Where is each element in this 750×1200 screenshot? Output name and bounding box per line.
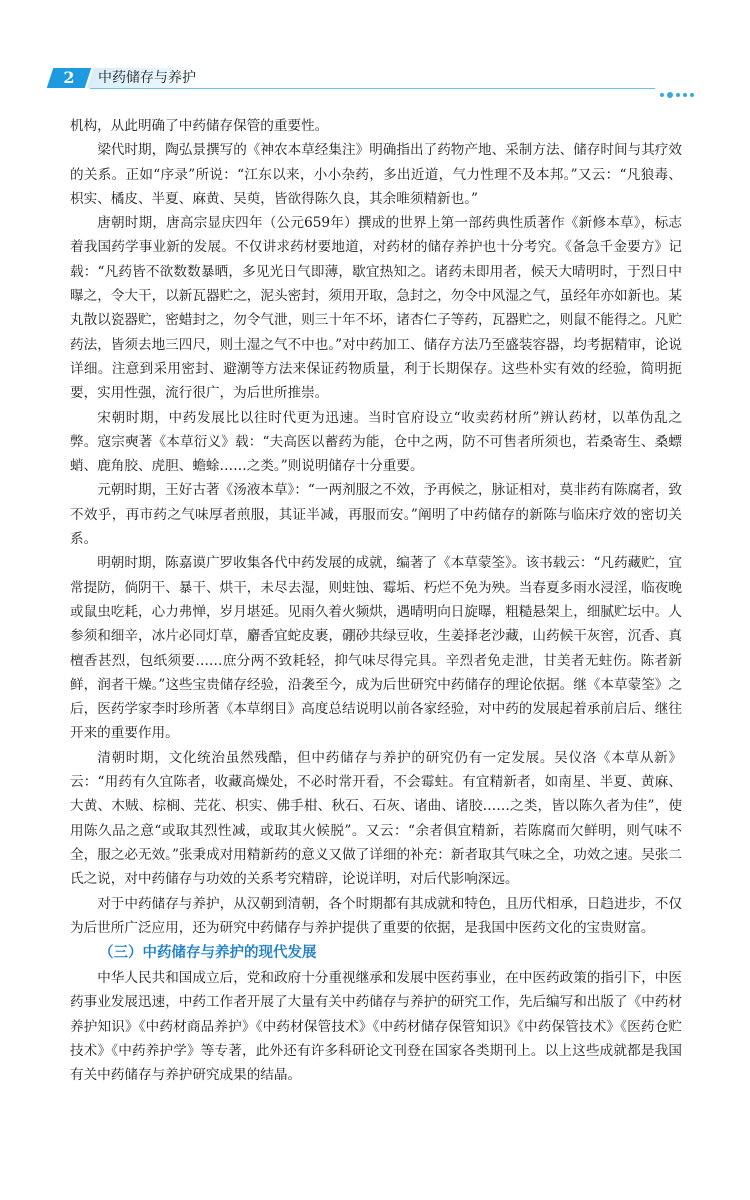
paragraph-modern-development: 中华人民共和国成立后，党和政府十分重视继承和发展中医药事业，在中医药政策的指引下，中医药事业发展迅速，中药工作者开展了大量有关中药储存与养护的研究工作，先后编写和出版了《中药材养护知识》《中药材商品养护》《中药材保管技术》《中药材储存保管知识》《中药保管技术》《医药仓贮技术》《中药养护学》等专著，此外还有许多科研论文刊登在国家各类期刊上。以上这些成就都是我国有关中药储存与养护研究成果的结晶。	[70, 970, 682, 1084]
page-header	[0, 62, 750, 92]
paragraph-tang-dynasty: 唐朝时期，唐高宗显庆四年（公元659年）撰成的世界上第一部药典性质著作《新修本草》，标志着我国药学事业新的发展。不仅讲求药材要地道，对药材的储存养护也十分考究。《备急千金要方》记载：“凡药皆不欲数数暴晒，多见光日气即薄，歇宜热知之。诸药未即用者，候天大晴明时，于烈日中曝之，令大干，以新瓦器贮之，泥头密封，须用开取，急封之，勿令中风湿之气，虽经年亦如新也。某丸散以瓷器贮，密蜡封之，勿令气泄，则三十年不坏，诸杏仁子等药，瓦器贮之，则鼠不能得之。凡贮药法，皆须去地三四尺，则土湿之气不中也。”对中药加工、储存方法乃至盛装容器，均考据精审，论说详细。注意到采用密封、避潮等方法来保证药物质量，利于长期保存。这些朴实有效的经验，简明扼要，实用性强，流行很广，为后世所推崇。	[70, 215, 682, 402]
paragraph-liang-dynasty: 梁代时期，陶弘景撰写的《神农本草经集注》明确指出了药物产地、采制方法、储存时间与其疗效的关系。正如“序录”所说：“江东以来，小小杂药，多出近道，气力性理不及本邦。”又云：“凡狼毒、枳实、橘皮、半夏、麻黄、吴萸，皆欲得陈久良，其余唯须精新也。”	[70, 142, 682, 207]
paragraph-ming-dynasty: 明朝时期，陈嘉谟广罗收集各代中药发展的成就，编著了《本草蒙筌》。该书载云：“凡药藏贮，宜常提防，倘阴干、暴干、烘干，未尽去湿，则蛀蚀、霉垢、朽烂不免为殃。当春夏多雨水浸淫，临夜晚或鼠虫吃耗，心力弗惮，岁月堪延。见雨久着火频烘，遇晴明向日旋曝，粗糙悬架上，细腻贮坛中。人参须和细辛，冰片必同灯草，麝香宜蛇皮裹，硼砂共绿豆收，生姜择老沙藏，山药候干灰窖，沉香、真檀香甚烈，包纸须要……庶分两不致耗轻，抑气味尽得完具。辛烈者免走泄，甘美者无蛀伤。陈者新鲜，润者干燥。”这些宝贵储存经验，沿袭至今，成为后世研究中药储存的理论依据。继《本草蒙筌》之后，医药学家李时珍所著《本草纲目》高度总结说明以前各家经验，对中药的发展起着承前启后、继往开来的重要作用。	[70, 555, 682, 742]
body-text	[70, 114, 682, 1088]
page-number: 2	[63, 68, 75, 87]
header-title: 中药储存与养护	[98, 70, 196, 86]
section-heading: （三）中药储存与养护的现代发展	[99, 945, 317, 962]
header-dots-decoration	[660, 84, 697, 92]
paragraph-song-dynasty: 宋朝时期，中药发展比以往时代更为迅速。当时官府设立“收卖药材所”辨认药材，以革伪乱之弊。寇宗奭著《本草衍义》载：“夫高医以蓄药为能，仓中之两，防不可售者所须也，若桑寄生、桑螵蛸、鹿角胶、虎胆、蟾蜍……之类。”则说明储存十分重要。	[70, 409, 682, 475]
paragraph-yuan-dynasty: 元朝时期，王好古著《汤液本草》：“一两剂服之不效，予再候之，脉证相对，莫非药有陈腐者，致不效乎，再市药之气味厚者煎服，其证半减，再服而安。”阐明了中药储存的新陈与临床疗效的密切关系。	[70, 482, 682, 548]
page-number-badge	[47, 68, 91, 88]
header-rule	[90, 88, 655, 89]
paragraph-summary: 对于中药储存与养护，从汉朝到清朝，各个时期都有其成就和特色，且历代相承，日趋进步，不仅为后世所广泛应用，还为研究中药储存与养护提供了重要的依据，是我国中医药文化的宝贵财富。	[70, 895, 682, 936]
paragraph-continuation: 机构，从此明确了中药储存保管的重要性。	[70, 118, 329, 134]
paragraph-qing-dynasty: 清朝时期，文化统治虽然残酷，但中药储存与养护的研究仍有一定发展。吴仪洛《本草从新》云：“用药有久宜陈者，收藏高燥处，不必时常开看，不会霉蛀。有宜精新者，如南星、半夏、黄麻、大黄、木贼、棕榈、芫花、枳实、佛手柑、秋石、石灰、诸曲、诸胶……之类，皆以陈久者为佳”，使用陈久品之意“或取其烈性减，或取其火候脱”。又云：“余者俱宜精新，若陈腐而欠鲜明，则气味不全，服之必无效。”张秉成对用精新药的意义又做了详细的补充：新者取其气味之全，功效之速。吴张二氏之说，对中药储存与功效的关系考究精辟，论说详明，对后代影响深远。	[70, 749, 682, 888]
